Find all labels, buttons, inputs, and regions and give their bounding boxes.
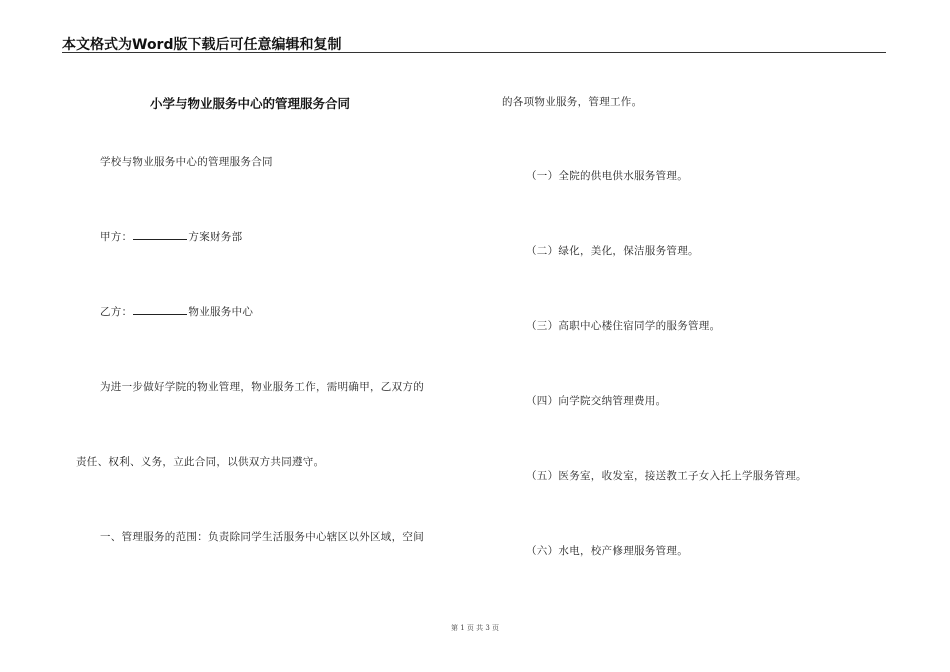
intro-paragraph-line1: 为进一步做好学院的物业管理，物业服务工作，需明确甲，乙双方的	[100, 381, 424, 393]
document-title: 小学与物业服务中心的管理服务合同	[150, 96, 351, 111]
page-number: 第 1 页 共 3 页	[450, 624, 500, 632]
scope-item: （六）水电，校产修理服务管理。	[526, 545, 688, 557]
page-header	[62, 30, 886, 52]
party-b-name: 物业服务中心	[188, 306, 254, 318]
party-b-label: 乙方：	[100, 306, 133, 318]
party-b-line	[100, 304, 253, 319]
party-b-blank	[133, 304, 187, 315]
scope-paragraph-line2: 的各项物业服务，管理工作。	[502, 96, 643, 108]
intro-paragraph-line2: 责任、权利、义务，立此合同，以供双方共同遵守。	[76, 456, 325, 468]
party-a-blank	[133, 229, 187, 240]
scope-item: （四）向学院交纳管理费用。	[526, 395, 667, 407]
party-a-label: 甲方：	[100, 231, 133, 243]
header-divider	[62, 52, 886, 53]
scope-item: （二）绿化，美化，保洁服务管理。	[526, 245, 699, 257]
party-a-name: 方案财务部	[188, 231, 243, 243]
scope-item: （五）医务室，收发室，接送教工子女入托上学服务管理。	[526, 470, 807, 482]
header-text: 本文格式为Word版下载后可任意编辑和复制	[62, 37, 342, 53]
scope-paragraph-line1: 一、管理服务的范围：负责除同学生活服务中心辖区以外区域，空间	[100, 531, 424, 543]
contract-subtitle: 学校与物业服务中心的管理服务合同	[100, 156, 273, 168]
scope-item: （三）高职中心楼住宿同学的服务管理。	[526, 320, 721, 332]
party-a-line	[100, 229, 242, 244]
scope-item: （一）全院的供电供水服务管理。	[526, 170, 688, 182]
